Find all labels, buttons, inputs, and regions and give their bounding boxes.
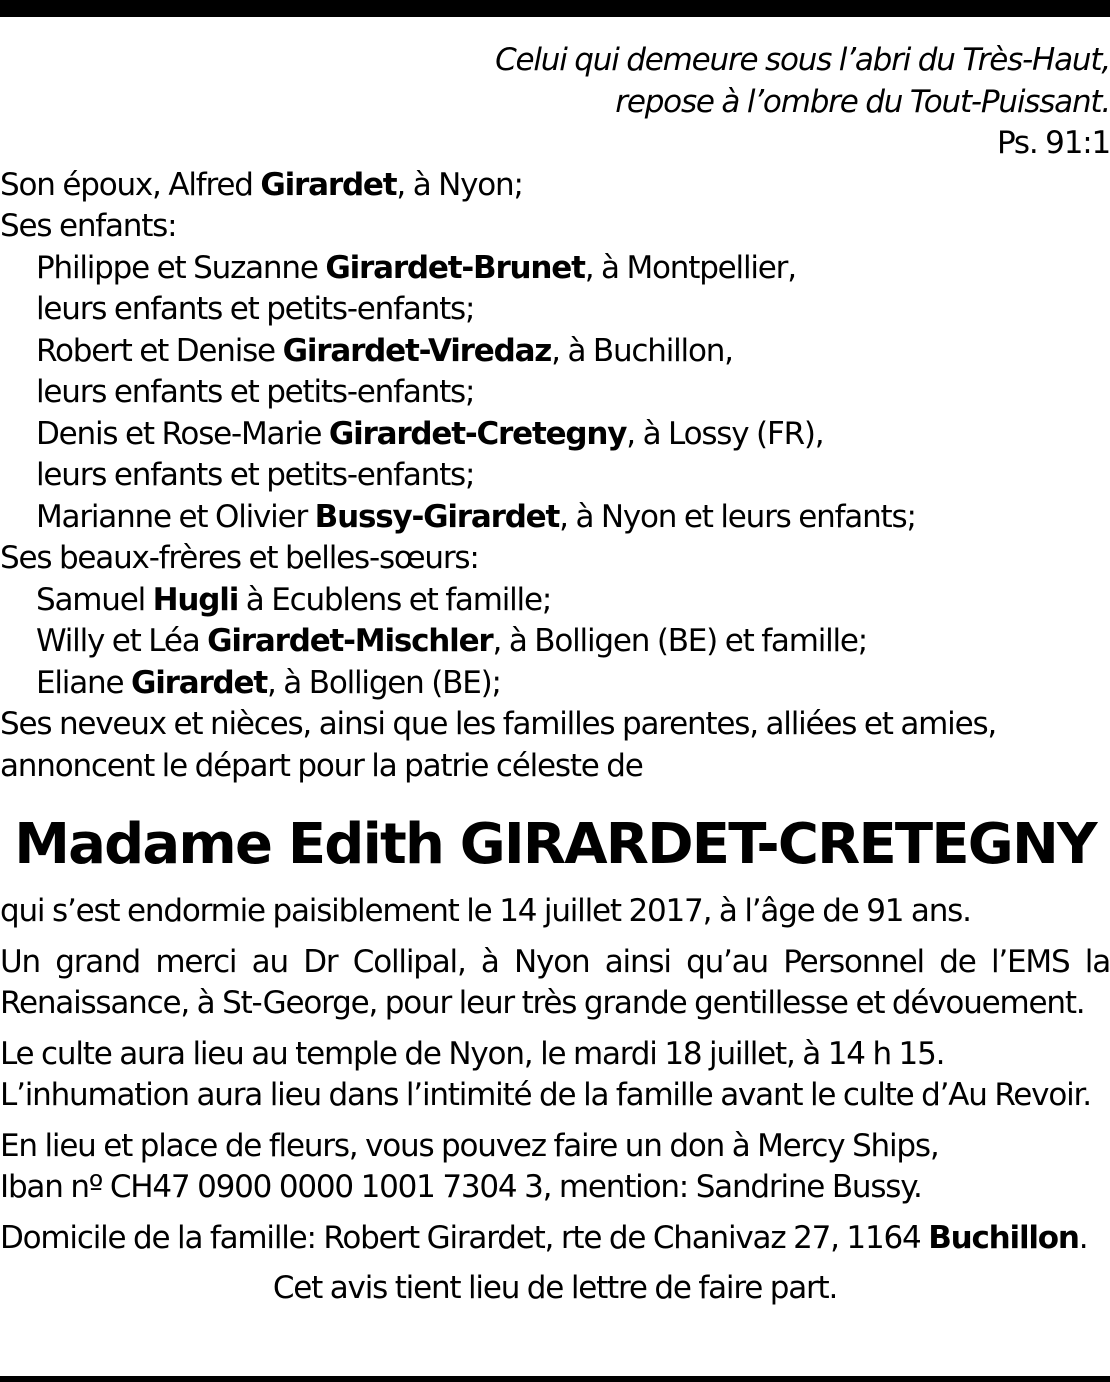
child-descendants-line: leurs enfants et petits-enfants; — [36, 457, 475, 493]
nephews-line-2: annoncent le départ pour la patrie céleste de — [0, 747, 643, 784]
deceased-name: Madame Edith GIRARDET-CRETEGNY — [14, 812, 1096, 877]
child-line: Robert et Denise Girardet-Viredaz, à Buchillon, — [36, 332, 733, 369]
service-line-1: Le culte aura lieu au temple de Nyon, le mardi 18 juillet, à 14 h 15. — [0, 1035, 945, 1072]
donation-line-1: En lieu et place de fleurs, vous pouvez faire un don à Mercy Ships, — [0, 1127, 939, 1164]
child-line: Denis et Rose-Marie Girardet-Cretegny, à Lossy (FR), — [36, 415, 824, 452]
thanks-line-1: Un grand merci au Dr Collipal, à Nyon ainsi qu’au Personnel de l’EMS la — [0, 943, 1110, 980]
child-descendants-line: leurs enfants et petits-enfants; — [36, 374, 475, 410]
verse-reference: Ps. 91:1 — [996, 125, 1110, 161]
inlaw-line: Willy et Léa Girardet-Mischler, à Bolligen (BE) et famille; — [36, 623, 868, 659]
obituary-notice — [0, 40, 1110, 1310]
service-paragraph — [0, 1034, 1110, 1117]
donation-line-2: Iban nº CH47 0900 0000 1001 7304 3, mention: Sandrine Bussy. — [0, 1169, 922, 1205]
domicile-line: Domicile de la famille: Robert Girardet, rte de Chanivaz 27, 1164 Buchillon. — [0, 1219, 1088, 1256]
child-descendants-line: leurs enfants et petits-enfants; — [36, 291, 475, 327]
service-line-2: L’inhumation aura lieu dans l’intimité de la famille avant le culte d’Au Revoir. — [0, 1077, 1091, 1113]
thanks-paragraph — [0, 942, 1110, 1025]
spouse-line: Son époux, Alfred Girardet, à Nyon; — [0, 166, 523, 203]
child-line: Philippe et Suzanne Girardet-Brunet, à Montpellier, — [36, 249, 796, 286]
donation-paragraph — [0, 1126, 1110, 1209]
nephews-line-1: Ses neveux et nièces, ainsi que les familles parentes, alliées et amies, — [0, 706, 997, 742]
top-rule — [0, 0, 1110, 17]
bible-verse — [0, 40, 1110, 165]
inlaw-line: Eliane Girardet, à Bolligen (BE); — [36, 664, 501, 701]
family-list — [0, 165, 1110, 788]
death-notice: qui s’est endormie paisiblement le 14 juillet 2017, à l’âge de 91 ans. — [0, 893, 971, 929]
children-heading: Ses enfants: — [0, 208, 177, 244]
verse-line-1: Celui qui demeure sous l’abri du Très-Haut, — [495, 42, 1110, 78]
thanks-line-2: Renaissance, à St-George, pour leur très grande gentillesse et dévouement. — [0, 985, 1085, 1021]
closing-line: Cet avis tient lieu de lettre de faire part. — [272, 1270, 838, 1306]
child-line: Marianne et Olivier Bussy-Girardet, à Nyon et leurs enfants; — [36, 498, 916, 535]
inlaw-line: Samuel Hugli à Ecublens et famille; — [36, 581, 552, 618]
verse-line-2: repose à l’ombre du Tout-Puissant. — [615, 83, 1110, 120]
inlaws-heading: Ses beaux-frères et belles-sœurs: — [0, 540, 479, 576]
bottom-rule — [0, 1376, 1110, 1382]
